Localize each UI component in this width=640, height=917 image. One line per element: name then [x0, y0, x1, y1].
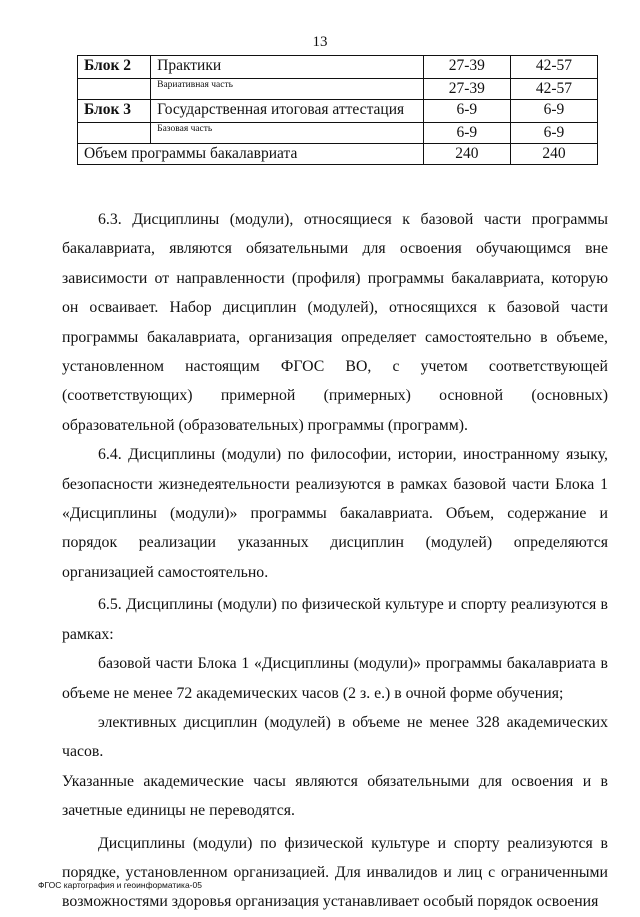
table-row — [78, 56, 598, 79]
block-cell: Блок 3 — [78, 100, 151, 123]
section-name-cell: Практики — [151, 56, 424, 79]
table-row — [78, 123, 598, 144]
value-cell: 27-39 — [423, 56, 510, 79]
paragraph-6-3: 6.3. Дисциплины (модули), относящиеся к базовой части программы бакалавриата, являются обязательными для освоения обучающимся вне зависимости от направленности (профиля) программы бакалавриата, которую он осваивает. Набор дисциплин (модулей), относящихся к базовой части программы бакалавриата, организация определяет самостоятельно в объеме, установленном настоящим ФГОС ВО, с учетом соответствующей (соответствующих) примерной (примерных) основной (основных) образовательной (образовательных) программы (программ). — [62, 211, 608, 434]
block-cell — [78, 123, 151, 144]
table-row — [78, 100, 598, 123]
footer-note: ФГОС картография и геоинформатика-05 — [38, 880, 202, 890]
block-cell — [78, 79, 151, 100]
table-row — [78, 79, 598, 100]
section-name-cell: Базовая часть — [151, 123, 424, 144]
paragraph-6-4: 6.4. Дисциплины (модули) по философии, истории, иностранному языку, безопасности жизнедеятельности реализуются в рамках базовой части Блока 1 «Дисциплины (модули)» программы бакалавриата. Объем, содержание и порядок реализации указанных дисциплин (модулей) определяются организацией самостоятельно. — [62, 446, 608, 581]
table-total-row — [78, 144, 598, 165]
value-cell: 6-9 — [423, 123, 510, 144]
value-cell: 6-9 — [510, 100, 597, 123]
program-structure-table — [77, 55, 598, 165]
value-cell: 42-57 — [510, 56, 597, 79]
section-name-cell: Вариативная часть — [151, 79, 424, 100]
paragraph-6-5-elective: элективных дисциплин (модулей) в объеме не менее 328 академических часов. — [62, 713, 608, 761]
total-label-cell: Объем программы бакалавриата — [78, 144, 424, 165]
section-name-cell: Государственная итоговая аттестация — [151, 100, 424, 123]
page-number: 13 — [312, 34, 328, 50]
paragraph-6-5: 6.5. Дисциплины (модули) по физической культуре и спорту реализуются в рамках: — [62, 596, 608, 643]
total-value-cell: 240 — [510, 144, 597, 165]
paragraph-order: Дисциплины (модули) по физической культуре и спорту реализуются в порядке, установленном организацией. Для инвалидов и лиц с ограниченными возможностями здоровья организация устанавливает особый порядок освоения — [62, 834, 608, 911]
value-cell: 27-39 — [423, 79, 510, 100]
total-value-cell: 240 — [423, 144, 510, 165]
block-cell: Блок 2 — [78, 56, 151, 79]
value-cell: 6-9 — [423, 100, 510, 123]
paragraph-hours-note: Указанные академические часы являются обязательными для освоения и в зачетные единицы не переводятся. — [62, 772, 608, 820]
value-cell: 42-57 — [510, 79, 597, 100]
document-body — [62, 205, 608, 917]
paragraph-6-5-basic: базовой части Блока 1 «Дисциплины (модули)» программы бакалавриата в объеме не менее 72 академических часов (2 з. е.) в очной форме обучения; — [62, 655, 608, 702]
value-cell: 6-9 — [510, 123, 597, 144]
